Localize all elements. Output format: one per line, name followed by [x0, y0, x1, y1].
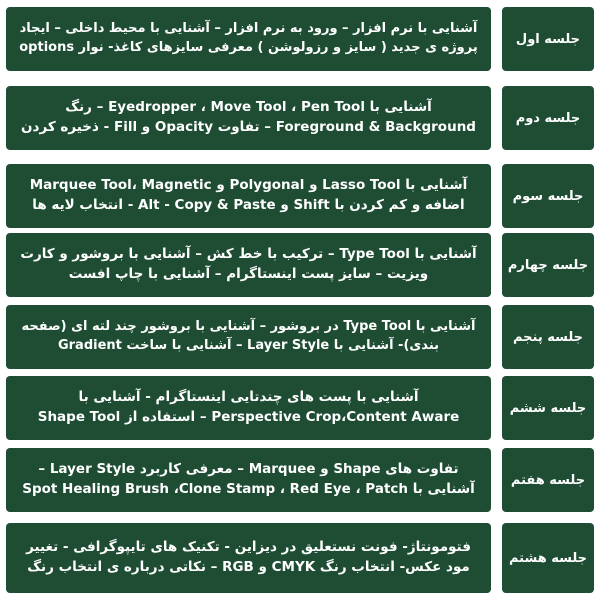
session-row-6	[6, 376, 594, 440]
session-description-box	[6, 376, 491, 440]
session-description	[38, 388, 460, 427]
session-title: جلسه اول	[515, 31, 581, 47]
session-title: جلسه چهارم	[507, 257, 589, 273]
description-line: آشنایی با Type Tool – ترکیب با خط کش – آشنایی با بروشور و کارت	[20, 246, 477, 263]
session-row-8	[6, 523, 594, 593]
description-line: پروژه ی جدید ( سایز و رزولوشن ) معرفی سایزهای کاغذ- نوار options	[19, 40, 478, 55]
session-title-box	[502, 305, 594, 369]
session-title: جلسه سوم	[512, 188, 584, 204]
session-title-box	[502, 523, 594, 593]
session-description-box	[6, 305, 491, 369]
session-title: جلسه پنجم	[512, 329, 584, 345]
session-title-box	[502, 7, 594, 71]
description-line: آشنایی با نرم افزار – ورود به نرم افزار – آشنایی با محیط داخلی – ایجاد	[19, 21, 478, 37]
description-line: بندی)- آشنایی با Layer Style – آشنایی با ساخت Gradient	[57, 338, 440, 353]
session-title-box	[502, 164, 594, 228]
description-line: آشنایی با پست های چندتایی اینستاگرام - آشنایی با	[78, 389, 419, 406]
description-line: ویزیت – سایز پست اینستاگرام – آشنایی با چاپ افست	[68, 266, 429, 282]
session-description-box	[6, 448, 491, 512]
session-description-box	[6, 86, 491, 150]
session-description-box	[6, 233, 491, 297]
description-line: آشنایی با Type Tool در بروشور – آشنایی با بروشور چند لته ای (صفحه	[21, 319, 476, 335]
session-title: جلسه هشتم	[508, 550, 588, 566]
sessions-table	[6, 7, 594, 595]
session-description-box	[6, 164, 491, 228]
description-line: Perspective Crop،Content Aware – استفاده از Shape Tool	[37, 409, 460, 425]
session-description-box	[6, 7, 491, 71]
session-row-4	[6, 233, 594, 297]
session-title: جلسه ششم	[509, 400, 587, 416]
session-row-2	[6, 86, 594, 150]
session-description	[21, 318, 475, 356]
description-line: آشنایی با Spot Healing Brush ،Clone Stamp ، Red Eye ، Patch	[22, 481, 475, 497]
session-description	[26, 538, 471, 577]
session-description-box	[6, 523, 491, 593]
session-description	[20, 245, 476, 284]
session-title-box	[502, 233, 594, 297]
description-line: آشنایی با Lasso Tool و Polygonal و Marquee Tool، Magnetic	[29, 177, 468, 194]
session-description	[19, 20, 478, 58]
session-row-5	[6, 305, 594, 369]
session-title: جلسه هفتم	[510, 472, 586, 488]
description-line: مود عکس- انتخاب رنگ CMYK و RGB – نکاتی درباره ی انتخاب رنگ	[27, 559, 470, 575]
session-row-1	[6, 7, 594, 71]
description-line: اضافه و کم کردن با Shift و Alt - Copy & Paste - انتخاب لایه ها	[32, 197, 465, 213]
session-title-box	[502, 376, 594, 440]
session-description	[30, 176, 468, 215]
description-line: فتومونتاژ- فونت نستعلیق در دیزاین - تکنیک های تایپوگرافی - تغییر	[26, 539, 471, 556]
description-line: تفاوت های Shape و Marquee – معرفی کاربرد Layer Style –	[38, 461, 459, 478]
session-row-3	[6, 164, 594, 228]
session-row-7	[6, 448, 594, 512]
session-title-box	[502, 86, 594, 150]
session-title-box	[502, 448, 594, 512]
description-line: آشنایی با Eyedropper ، Move Tool ، Pen Tool – رنگ	[65, 99, 432, 116]
session-description	[22, 460, 475, 499]
session-title: جلسه دوم	[515, 110, 581, 126]
description-line: Foreground & Background – تفاوت Opacity و Fill - ذخیره کردن	[21, 119, 476, 135]
session-description	[21, 98, 476, 137]
